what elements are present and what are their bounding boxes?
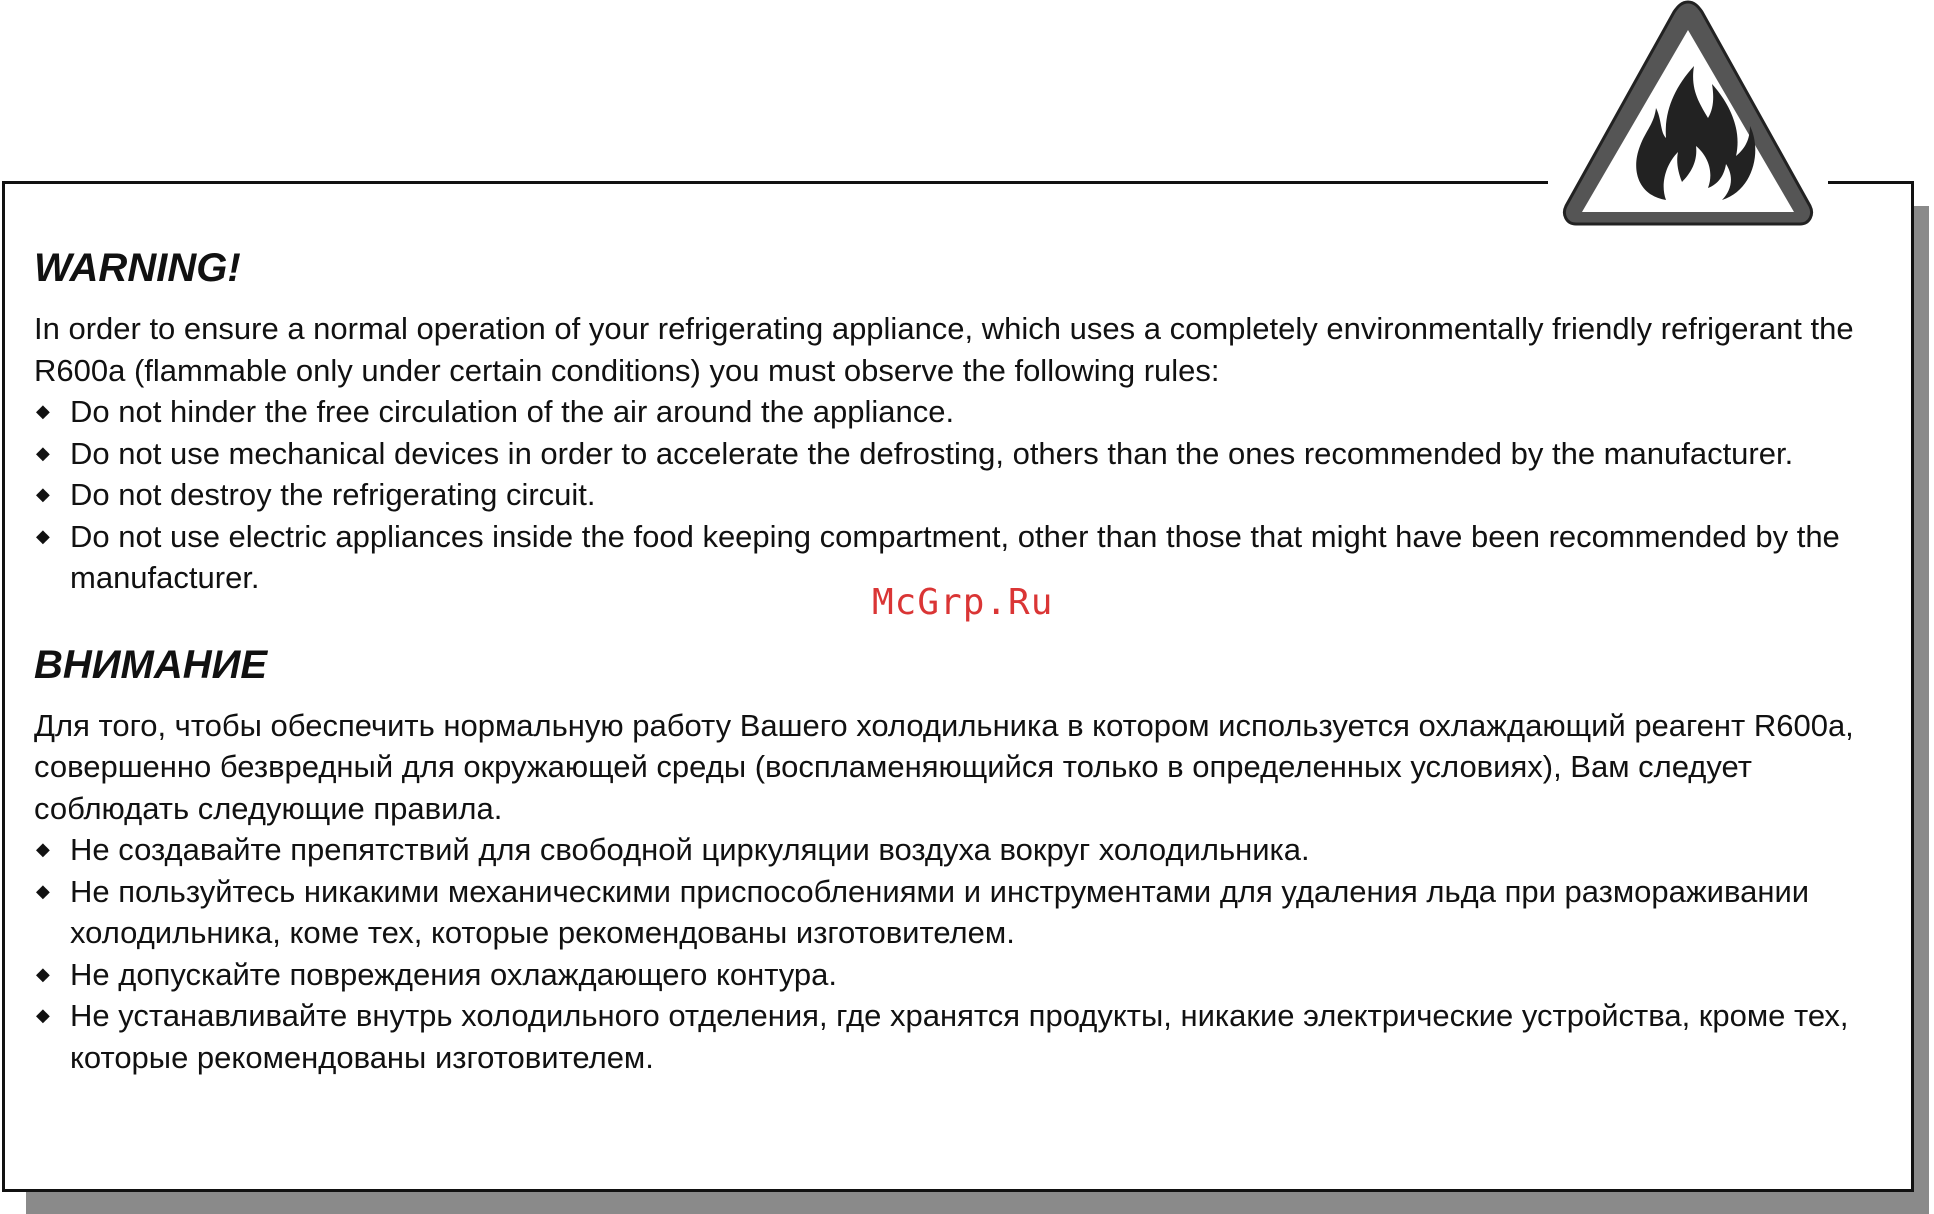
rule-item xyxy=(34,995,1874,1078)
rule-item xyxy=(34,391,1874,433)
diamond-bullet-icon: ◆ xyxy=(36,401,50,421)
rule-text: Do not use electric appliances inside the food keeping compartment, other than those that might have been recommended by the manufacturer. xyxy=(70,518,1840,595)
warning-section-russian xyxy=(34,637,1874,1079)
rule-item xyxy=(34,433,1874,475)
rule-item xyxy=(34,954,1874,996)
warning-heading-ru: ВНИМАНИЕ xyxy=(34,642,268,687)
diamond-bullet-icon: ◆ xyxy=(36,442,50,463)
warning-intro-ru: Для того, чтобы обеспечить нормальную работу Вашего холодильника в котором используется охлаждающий реагент R600a, совершенно безвредный для окружающей среды (воспламеняющийся только в определенных условиях), Вам следует соблюдать следующие правила. xyxy=(34,707,1854,826)
diamond-bullet-icon: ◆ xyxy=(36,1005,50,1025)
flammable-warning-triangle-icon xyxy=(1548,0,1828,235)
warning-heading-en: WARNING! xyxy=(34,246,241,290)
rules-list-en xyxy=(34,391,1874,599)
rule-item xyxy=(34,474,1874,516)
diamond-bullet-icon: ◆ xyxy=(36,839,50,859)
rules-list-ru xyxy=(34,829,1874,1078)
rule-text: Do not use mechanical devices in order to accelerate the defrosting, others than the ones recommended by the manufacturer. xyxy=(70,435,1794,471)
diamond-bullet-icon: ◆ xyxy=(36,880,50,901)
notice-content xyxy=(34,240,1874,1078)
warning-section-english xyxy=(34,240,1874,599)
rule-text: Не допускайте повреждения охлаждающего контура. xyxy=(70,956,838,992)
rule-text: Do not destroy the refrigerating circuit. xyxy=(70,477,596,512)
diamond-bullet-icon: ◆ xyxy=(36,484,50,504)
diamond-bullet-icon: ◆ xyxy=(36,963,50,984)
site-watermark: McGrp.Ru xyxy=(872,582,1054,623)
flammable-warning-icon-container xyxy=(1548,0,1828,235)
warning-intro-en: In order to ensure a normal operation of your refrigerating appliance, which uses a completely environmentally friendly refrigerant the R600a (flammable only under certain conditions) you must observe the following rules: xyxy=(34,311,1854,388)
rule-text: Не создавайте препятствий для свободной циркуляции воздуха вокруг холодильника. xyxy=(70,832,1310,867)
rule-text: Не устанавливайте внутрь холодильного отделения, где хранятся продукты, никакие электрические устройства, кроме тех, которые рекомендованы изготовителем. xyxy=(70,998,1849,1075)
rule-item xyxy=(34,871,1874,954)
rule-text: Do not hinder the free circulation of the air around the appliance. xyxy=(70,394,955,429)
rule-item xyxy=(34,829,1874,871)
diamond-bullet-icon: ◆ xyxy=(36,525,50,546)
rule-text: Не пользуйтесь никакими механическими приспособлениями и инструментами для удаления льда при размораживании холодильника, коме тех, которые рекомендованы изготовителем. xyxy=(70,873,1810,950)
